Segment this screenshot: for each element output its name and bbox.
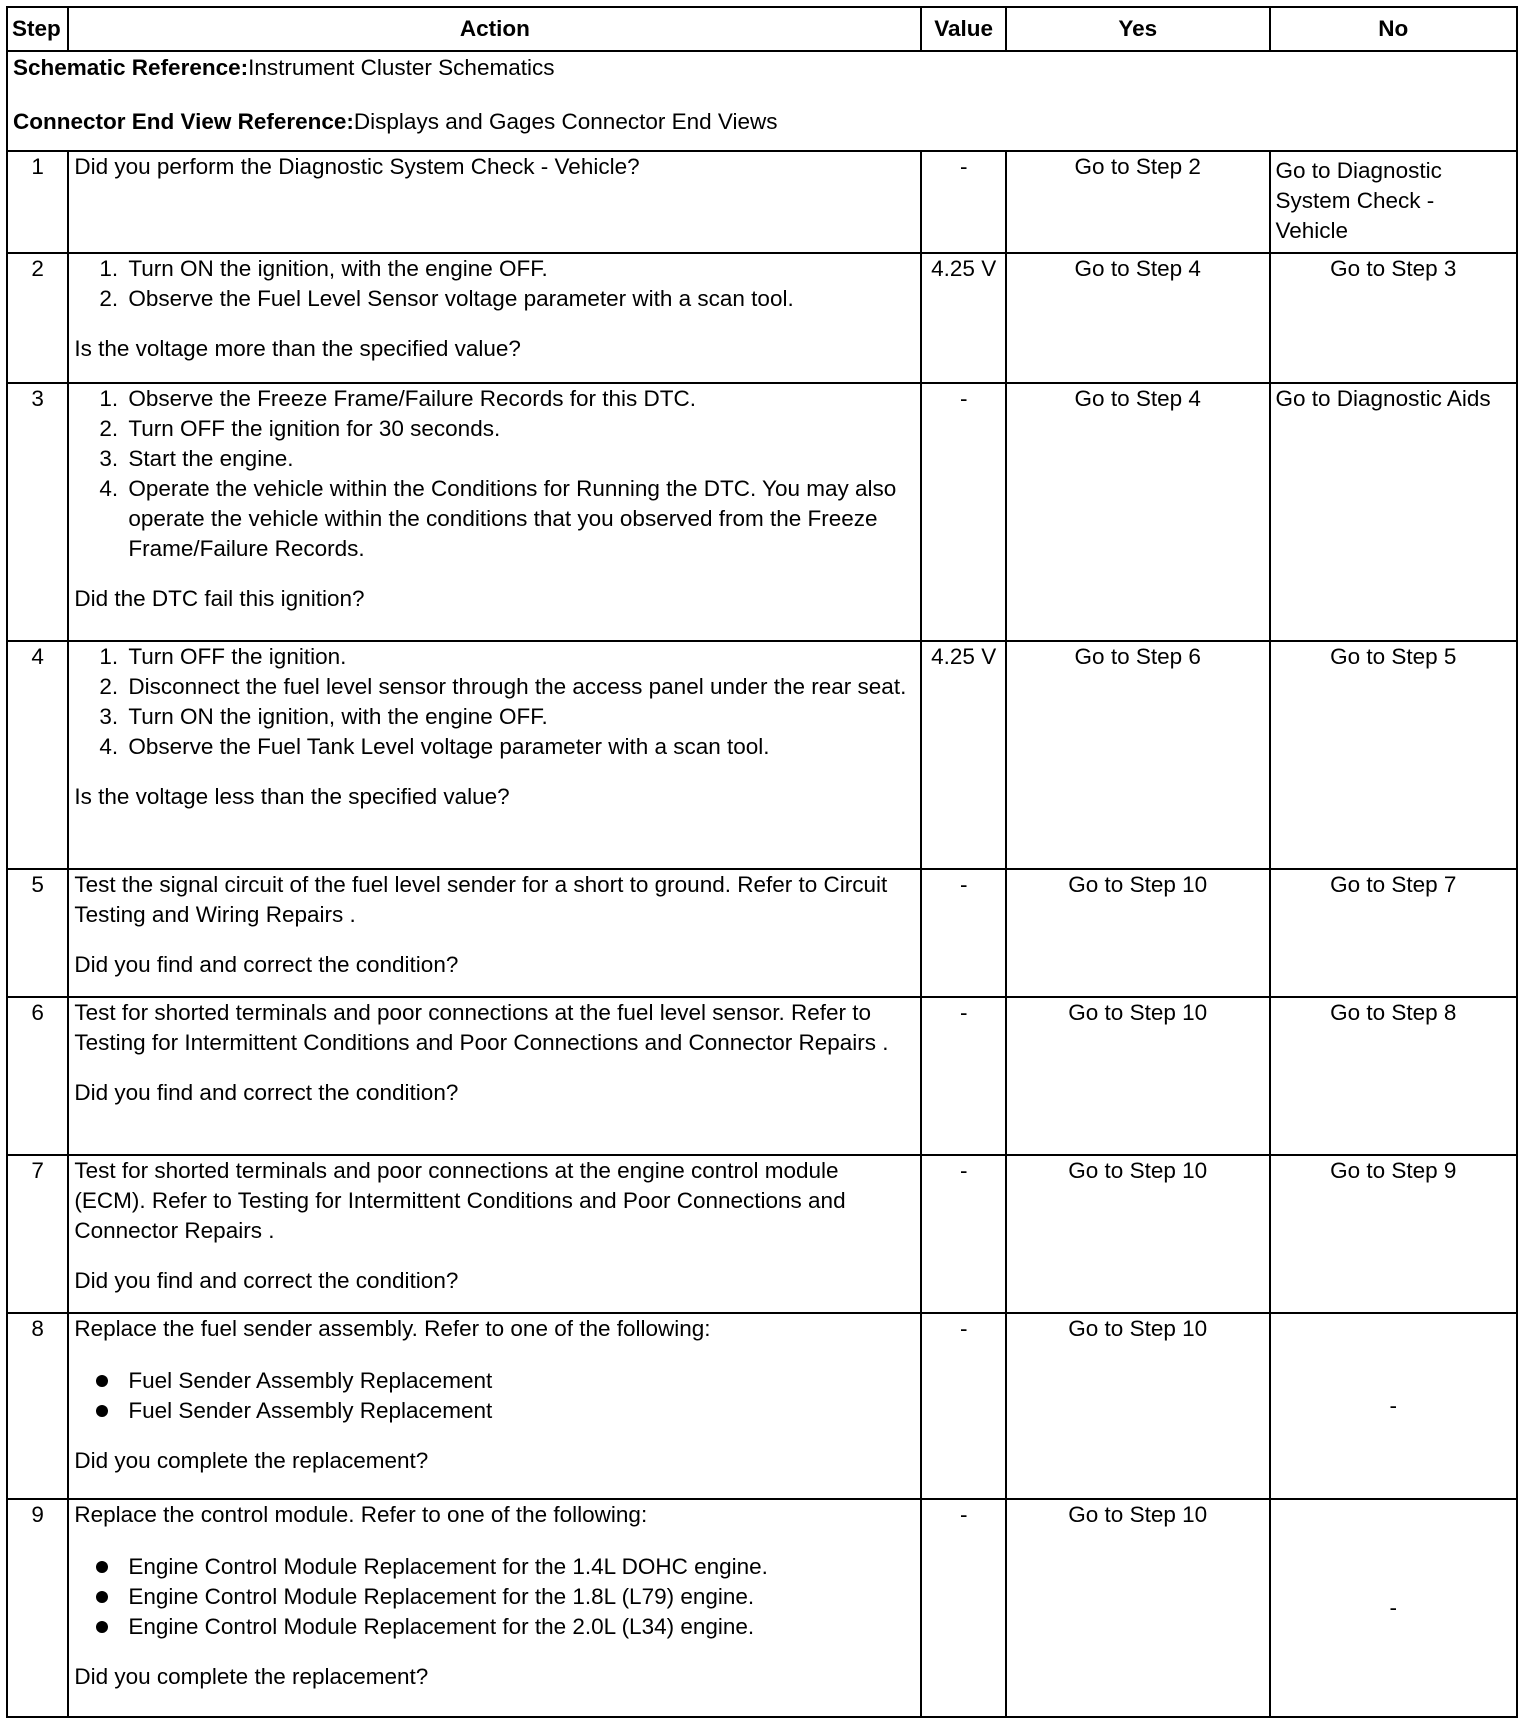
bullet-link[interactable]: Fuel Sender Assembly Replacement	[124, 1396, 915, 1426]
step-number: 8	[7, 1313, 68, 1499]
value-cell: -	[921, 1499, 1006, 1717]
yes-cell[interactable]: Go to Step 10	[1006, 1313, 1270, 1499]
action-question: Is the voltage more than the specified value?	[74, 336, 521, 361]
value-cell: 4.25 V	[921, 253, 1006, 383]
header-yes: Yes	[1006, 7, 1270, 51]
action-text: Replace the fuel sender assembly. Refer to one of the following:	[74, 1316, 711, 1341]
action-steps	[74, 254, 915, 314]
no-cell[interactable]: Go to Step 3	[1270, 253, 1518, 383]
value-cell: -	[921, 869, 1006, 997]
action-text: Did you perform the Diagnostic System Check - Vehicle?	[74, 154, 640, 179]
step-number: 6	[7, 997, 68, 1155]
action-cell	[68, 997, 921, 1155]
value-cell: -	[921, 1155, 1006, 1313]
no-cell[interactable]: Go to Step 5	[1270, 641, 1518, 869]
action-step: 3. Turn ON the ignition, with the engine OFF.	[124, 702, 915, 732]
value-cell: 4.25 V	[921, 641, 1006, 869]
action-step: 2. Turn OFF the ignition for 30 seconds.	[124, 414, 915, 444]
value-cell: -	[921, 383, 1006, 641]
yes-cell[interactable]: Go to Step 10	[1006, 1155, 1270, 1313]
step-number: 2	[7, 253, 68, 383]
action-cell	[68, 383, 921, 641]
table-row	[7, 869, 1517, 997]
action-cell	[68, 1155, 921, 1313]
yes-cell[interactable]: Go to Step 2	[1006, 151, 1270, 253]
action-step: 4. Observe the Fuel Tank Level voltage parameter with a scan tool.	[124, 732, 915, 762]
schematic-reference-label: Schematic Reference:	[13, 55, 249, 80]
action-cell	[68, 869, 921, 997]
schematic-reference	[13, 52, 1511, 84]
connector-reference-label: Connector End View Reference:	[13, 109, 354, 134]
action-text: Replace the control module. Refer to one of the following:	[74, 1502, 648, 1527]
connector-reference	[13, 106, 1511, 138]
action-step: 1. Turn OFF the ignition.	[124, 642, 915, 672]
bullet-link[interactable]: Engine Control Module Replacement for the 1.8L (L79) engine.	[124, 1582, 915, 1612]
value-cell: -	[921, 1313, 1006, 1499]
action-cell	[68, 1313, 921, 1499]
action-question: Did you complete the replacement?	[74, 1448, 429, 1473]
action-steps	[74, 642, 915, 762]
action-step: 1. Turn ON the ignition, with the engine OFF.	[124, 254, 915, 284]
bullet-link[interactable]: Fuel Sender Assembly Replacement	[124, 1366, 915, 1396]
header-action: Action	[68, 7, 921, 51]
action-question: Is the voltage less than the specified value?	[74, 784, 510, 809]
action-text: Test the signal circuit of the fuel level sender for a short to ground. Refer to Circuit Testing and Wiring Repairs .	[74, 872, 888, 927]
action-steps	[74, 384, 915, 564]
reference-cell	[7, 51, 1517, 151]
action-step: 3. Start the engine.	[124, 444, 915, 474]
no-cell[interactable]: Go to Diagnostic Aids	[1270, 383, 1518, 641]
value-cell: -	[921, 997, 1006, 1155]
action-question: Did you find and correct the condition?	[74, 952, 459, 977]
yes-cell[interactable]: Go to Step 10	[1006, 1499, 1270, 1717]
schematic-reference-link[interactable]: Instrument Cluster Schematics	[248, 55, 555, 80]
no-cell[interactable]: Go to Step 7	[1270, 869, 1518, 997]
no-cell[interactable]: Go to Step 9	[1270, 1155, 1518, 1313]
action-cell	[68, 253, 921, 383]
action-text: Test for shorted terminals and poor connections at the fuel level sensor. Refer to Testing for Intermittent Conditions and Poor Connections and Connector Repairs .	[74, 1000, 889, 1055]
header-value: Value	[921, 7, 1006, 51]
table-row	[7, 1155, 1517, 1313]
step-number: 3	[7, 383, 68, 641]
action-cell	[68, 641, 921, 869]
action-step: 4. Operate the vehicle within the Conditions for Running the DTC. You may also operate the vehicle within the conditions that you observed from the Freeze Frame/Failure Records.	[124, 474, 915, 564]
header-no: No	[1270, 7, 1518, 51]
bullet-link[interactable]: Engine Control Module Replacement for the 2.0L (L34) engine.	[124, 1612, 915, 1642]
step-number: 7	[7, 1155, 68, 1313]
action-question: Did the DTC fail this ignition?	[74, 586, 365, 611]
yes-cell[interactable]: Go to Step 6	[1006, 641, 1270, 869]
action-question: Did you find and correct the condition?	[74, 1080, 459, 1105]
no-cell[interactable]: Go to Diagnostic System Check - Vehicle	[1270, 151, 1518, 253]
table-row	[7, 641, 1517, 869]
diagnostic-table	[6, 6, 1518, 1718]
action-step: 1. Observe the Freeze Frame/Failure Records for this DTC.	[124, 384, 915, 414]
yes-cell[interactable]: Go to Step 4	[1006, 383, 1270, 641]
table-row	[7, 383, 1517, 641]
table-row	[7, 151, 1517, 253]
yes-cell[interactable]: Go to Step 10	[1006, 869, 1270, 997]
step-number: 9	[7, 1499, 68, 1717]
bullet-link[interactable]: Engine Control Module Replacement for the 1.4L DOHC engine.	[124, 1552, 915, 1582]
no-cell: -	[1270, 1499, 1518, 1717]
action-question: Did you complete the replacement?	[74, 1664, 429, 1689]
step-number: 1	[7, 151, 68, 253]
step-number: 4	[7, 641, 68, 869]
yes-cell[interactable]: Go to Step 10	[1006, 997, 1270, 1155]
connector-reference-link[interactable]: Displays and Gages Connector End Views	[353, 109, 778, 134]
no-cell[interactable]: Go to Step 8	[1270, 997, 1518, 1155]
action-step: 2. Observe the Fuel Level Sensor voltage parameter with a scan tool.	[124, 284, 915, 314]
table-row	[7, 997, 1517, 1155]
no-cell: -	[1270, 1313, 1518, 1499]
value-cell: -	[921, 151, 1006, 253]
action-question: Did you find and correct the condition?	[74, 1268, 459, 1293]
table-row	[7, 1313, 1517, 1499]
action-bullets	[74, 1366, 915, 1426]
step-number: 5	[7, 869, 68, 997]
action-cell	[68, 1499, 921, 1717]
action-bullets	[74, 1552, 915, 1642]
header-row	[7, 7, 1517, 51]
yes-cell[interactable]: Go to Step 4	[1006, 253, 1270, 383]
action-cell	[68, 151, 921, 253]
action-step: 2. Disconnect the fuel level sensor through the access panel under the rear seat.	[124, 672, 915, 702]
reference-row	[7, 51, 1517, 151]
table-row	[7, 1499, 1517, 1717]
header-step: Step	[7, 7, 68, 51]
table-row	[7, 253, 1517, 383]
action-text: Test for shorted terminals and poor connections at the engine control module (ECM). Refer to Testing for Intermittent Conditions and Poor Connections and Connector Repairs .	[74, 1158, 846, 1243]
